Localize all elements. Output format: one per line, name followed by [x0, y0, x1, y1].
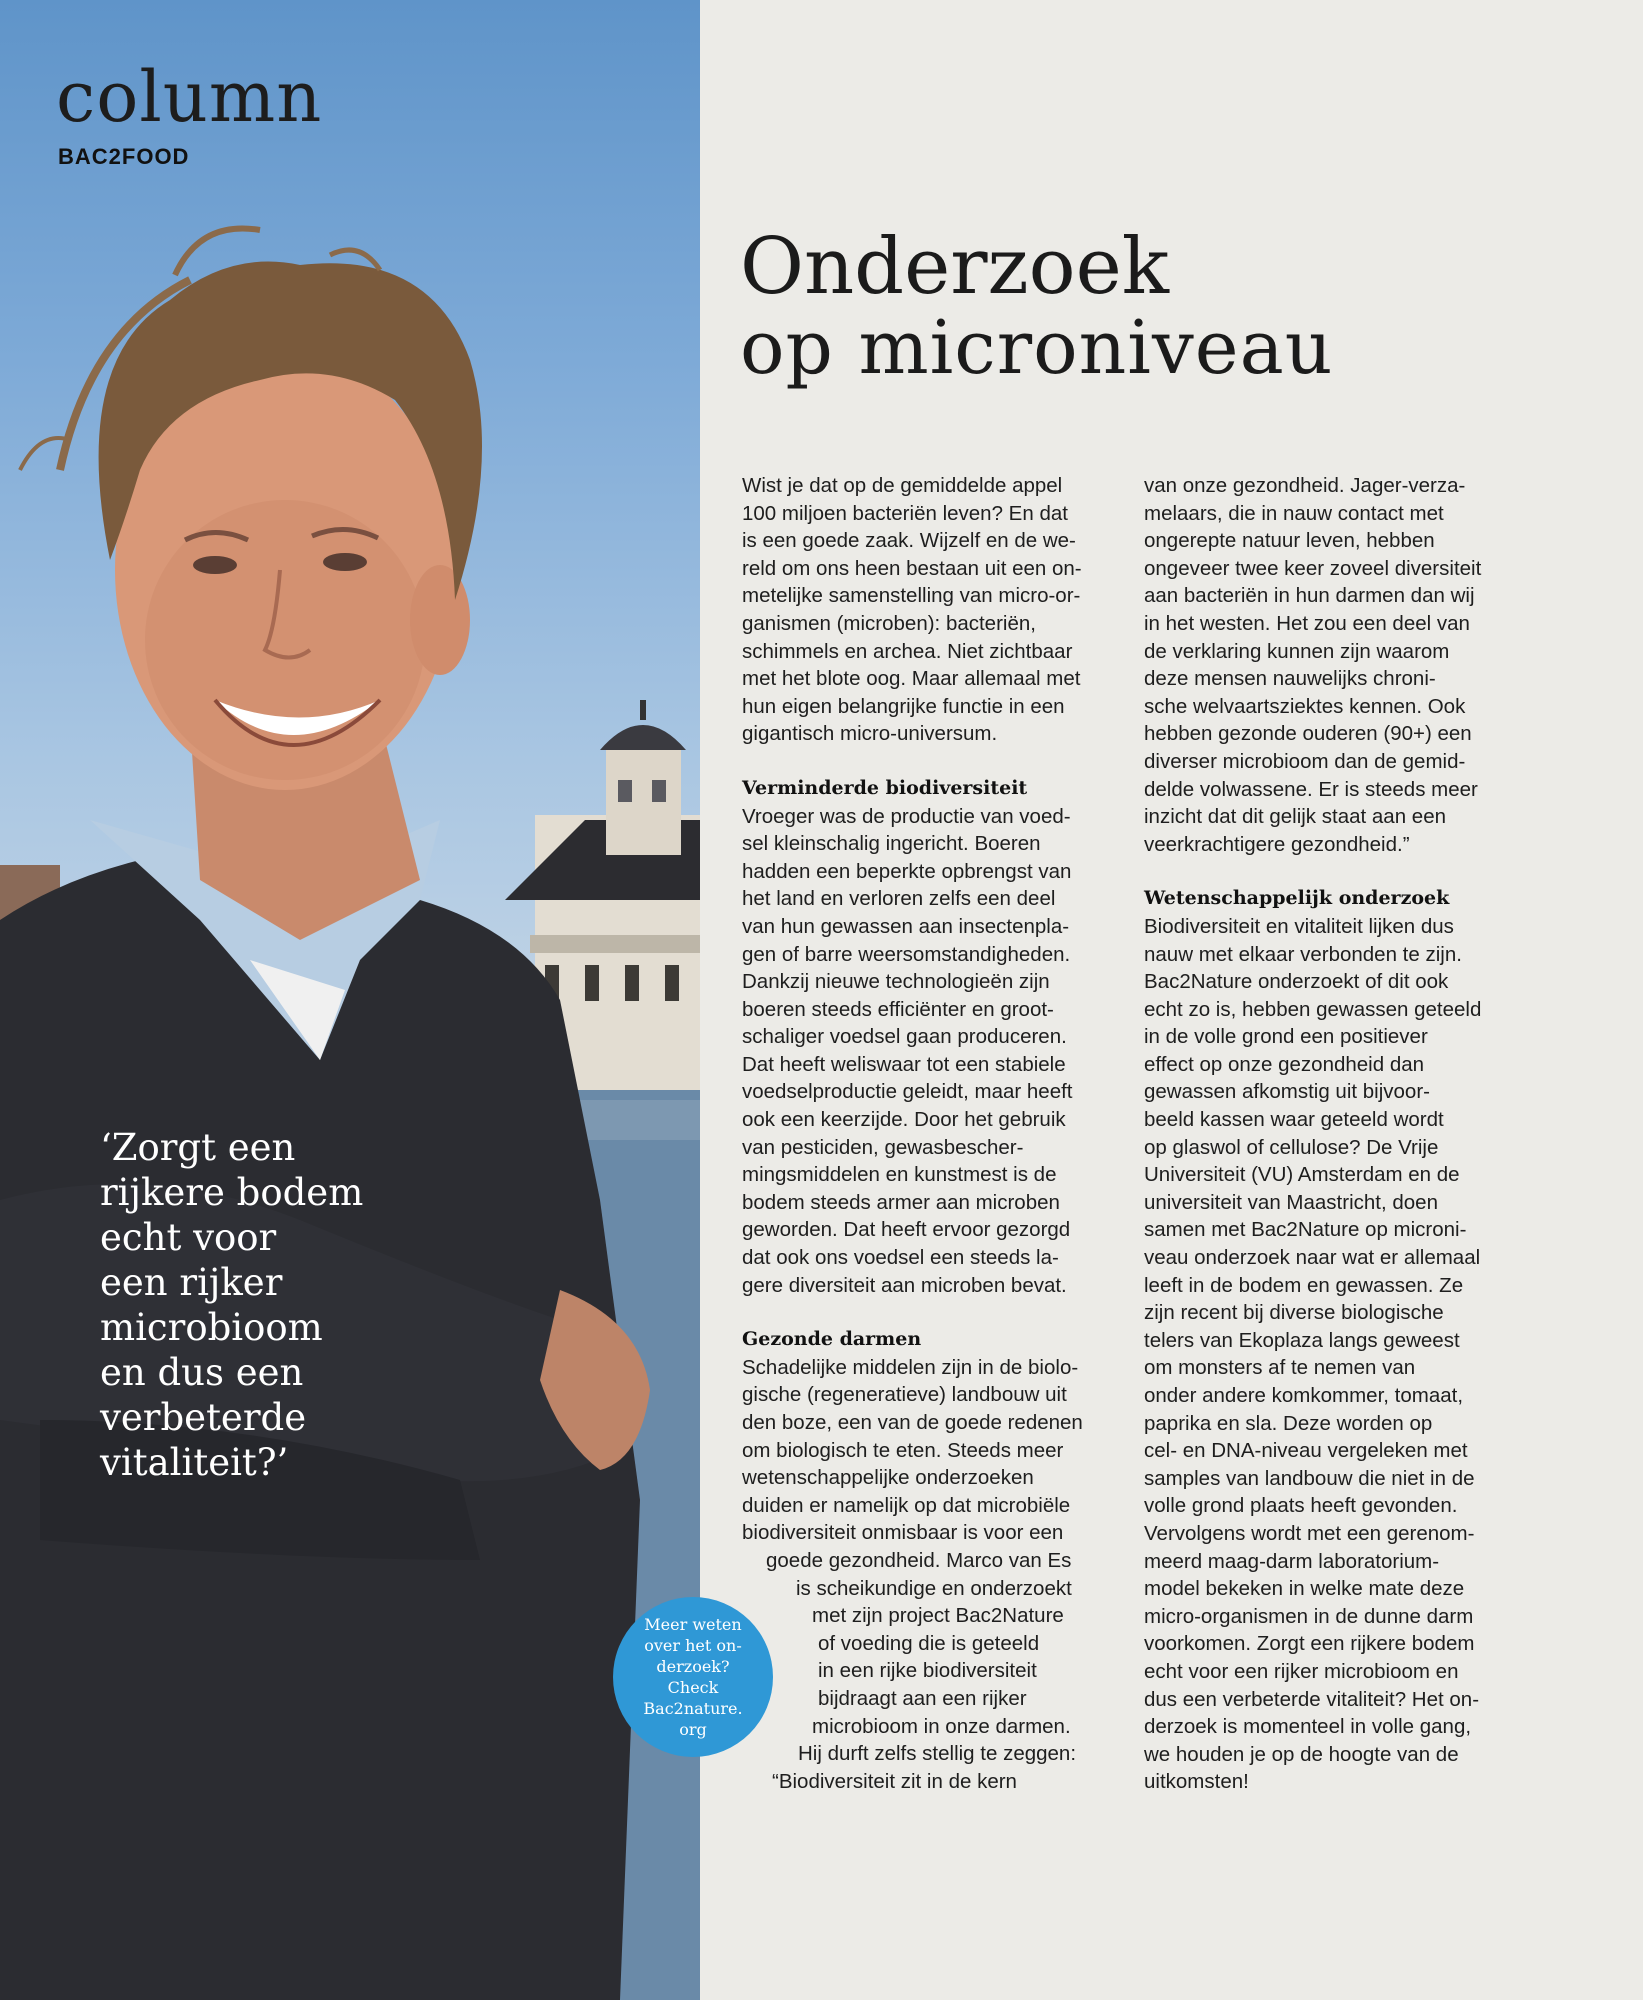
section-tag: BAC2FOOD — [58, 144, 190, 169]
paragraph-continuation: van onze gezondheid. Jager-verza- melaars, die in nauw contact met ongerepte natuur leven, hebben ongeveer twee keer zoveel diversiteit aan bacteriën in hun darmen dan wij in het westen. Het zou een deel van de verklaring kunnen zijn waarom deze mensen nauwelijks chroni- sche welvaartsziektes kennen. Ook hebben gezonde ouderen (90+) een diverser microbioom dan de gemid- delde volwassene. Er is steeds meer inzicht dat dit gelijk staat aan een veerkrachtigere gezondheid.” — [1144, 474, 1482, 856]
portrait-photo — [0, 0, 700, 2000]
section-label: column — [56, 56, 323, 138]
subheading-gut: Gezonde darmen — [742, 1328, 922, 1351]
paragraph-research: Biodiversiteit en vitaliteit lijken dus nauw met elkaar verbonden te zijn. Bac2Nature onderzoekt of dit ook echt zo is, hebben gewassen geteeld in de volle grond een positiever effect op onze gezondheid dan gewassen afkomstig uit bijvoor- beeld kassen waar geteeld wordt op glaswol of cellulose? De Vrije Universiteit (VU) Amsterdam en de universiteit van Maastricht, doen samen met Bac2Nature op microni- veau onderzoek naar wat er allemaal leeft in de bodem en gewassen. Ze zijn recent bij diverse biologische telers van Ekoplaza langs geweest om monsters af te nemen van onder andere komkommer, tomaat, paprika en sla. Deze worden op cel- en DNA-niveau vergeleken met samples van landbouw die niet in de volle grond plaats heeft gevonden. Vervolgens wordt met een gerenom- meerd maag-darm laboratorium- model bekeken in welke mate deze micro-organismen in de dunne darm voorkomen. Zorgt een rijkere bodem echt voor een rijker microbioom en dus een verbeterde vitaliteit? Het on- derzoek is momenteel in volle gang, we houden je op de hoogte van de uitkomsten! — [1144, 914, 1482, 1794]
paragraph-biodiversity: Vroeger was de productie van voed- sel kleinschalig ingericht. Boeren hadden een beperkte opbrengst van het land en verloren zelfs een deel van hun gewassen aan insectenpla- gen of barre weersomstandigheden. Dankzij nieuwe technologieën zijn boeren steeds efficiënter en groot- schaliger voedsel gaan produceren. Dat heeft weliswaar tot een stabiele voedselproductie geleidt, maar heeft ook een keerzijde. Door het gebruik van pesticiden, gewasbescher- mingsmiddelen en kunstmest is de bodem steeds armer aan microben geworden. Dat heeft ervoor gezorgd dat ook ons voedsel een steeds la- gere diversiteit aan microben bevat. — [742, 804, 1073, 1297]
paragraph-gut: Schadelijke middelen zijn in de biolo- gische (regeneratieve) landbouw uit den boze, een van de goede redenen om biologisch te eten. Steeds meer wetenschappelijke onderzoeken duiden er namelijk op dat microbiële biodiversiteit onmisbaar is voor een goede gezondheid. Marco van Es is scheikundige en onderzoekt met zijn project Bac2Nature of voeding die is geteeld in een rijke biodiversiteit bijdraagt aan een rijker microbioom in onze darmen. Hij durft zelfs stellig te zeggen: “Biodiversiteit zit in de kern — [742, 1355, 1083, 1793]
article-column-right — [1144, 472, 1504, 1796]
headline-line-2: op microniveau — [740, 305, 1334, 391]
subheading-research: Wetenschappelijk onderzoek — [1144, 887, 1450, 910]
headline-line-1: Onderzoek — [740, 222, 1170, 312]
badge-text: Meer weten over het on- derzoek? Check Bac2nature. org — [643, 1615, 743, 1739]
article-column-left — [742, 472, 1094, 1795]
article-headline — [740, 222, 1334, 391]
subheading-biodiversity: Verminderde biodiversiteit — [742, 776, 1028, 799]
portrait-illustration — [0, 0, 700, 2000]
intro-paragraph: Wist je dat op de gemiddelde appel 100 miljoen bacteriën leven? En dat is een goede zaak. Wijzelf en de we- reld om ons heen bestaan uit een on- metelijke samenstelling van micro-or- ganismen (microben): bacteriën, schimmels en archea. Niet zichtbaar met het blote oog. Maar allemaal met hun eigen belangrijke functie in een gigantisch micro-universum. — [742, 474, 1082, 746]
pull-quote: ‘Zorgt een rijkere bodem echt voor een rijker microbioom en dus een verbeterde vitaliteit?’ — [100, 1126, 364, 1484]
